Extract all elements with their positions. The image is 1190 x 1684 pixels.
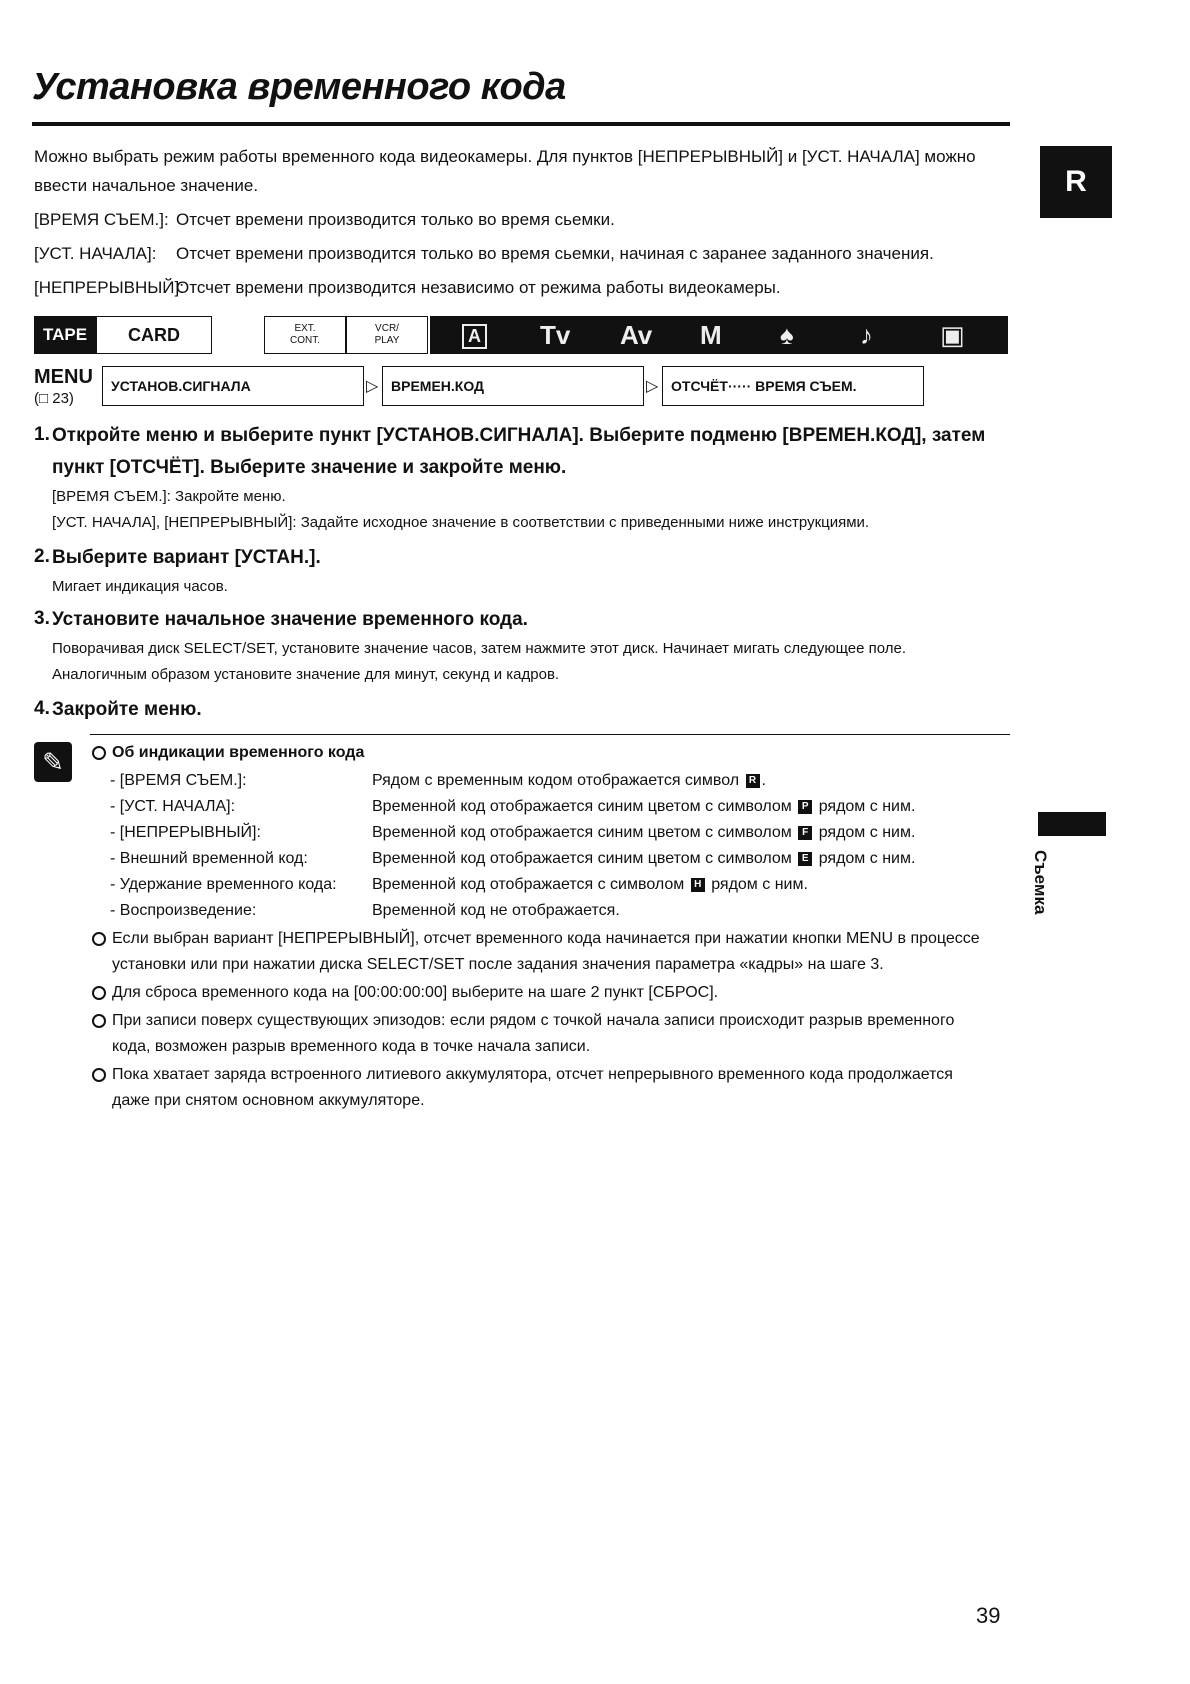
path-arrow-icon: ▷ [646,378,659,395]
step-subtext: [ВРЕМЯ СЪЕМ.]: Закройте меню. [52,488,286,505]
pencil-note-icon: ✎ [34,742,72,782]
notes-heading-text: Об индикации временного кода [112,744,365,761]
step-text: Выберите вариант [УСТАН.]. [52,547,321,568]
note-value-tail: рядом с ним. [818,850,916,867]
note-value [372,798,915,816]
page-title: Установка временного кода [32,66,566,108]
step-text: Откройте меню и выберите пункт [УСТАНОВ.СИГНАЛА]. Выберите подменю [ВРЕМЕН.КОД], затем [52,425,986,446]
note-value [372,824,915,842]
menu-path-item: ОТСЧЁТ····· ВРЕМЯ СЪЕМ. [662,366,924,406]
note-value [372,772,766,790]
note-key: - Удержание временного кода: [110,876,337,893]
step-number: 3. [34,608,50,629]
menu-path-item: УСТАНОВ.СИГНАЛА [102,366,364,406]
mode-scene-icon: ▣ [940,320,965,350]
mode-vcr-line1: VCR/ [375,323,399,334]
intro-text: Можно выбрать режим работы временного кода видеокамеры. Для пунктов [НЕПРЕРЫВНЫЙ] и [УСТ. НАЧАЛА] можно ввести начальное значение. [34,147,976,195]
mode-tv: Tv [540,320,571,350]
note-value-text: Временной код отображается синим цветом с символом [372,798,792,815]
timecode-f-icon: F [798,826,812,840]
note-bullet [92,930,980,948]
timecode-r-icon: R [746,774,760,788]
note-key: - [НЕПРЕРЫВНЫЙ]: [110,824,261,841]
note-bullet [92,1066,953,1084]
note-value: Временной код не отображается. [372,902,620,919]
section-tab: R [1040,146,1112,218]
def-row [34,244,994,268]
note-value-tail: рядом с ним. [818,798,916,815]
note-key: - Внешний временной код: [110,850,308,867]
note-value-text: Временной код отображается с символом [372,876,685,893]
note-bullet-text: Для сброса временного кода на [00:00:00:00] выберите на шаге 2 пункт [СБРОС]. [112,984,719,1001]
step-subtext: Поворачивая диск SELECT/SET, установите значение часов, затем нажмите этот диск. Начинает мигать следующее поле. [52,640,907,657]
menu-label: MENU [34,366,93,388]
note-value-tail: рядом с ним. [818,824,916,841]
step-number: 1. [34,424,50,445]
mode-m: M [700,320,722,350]
mode-spotlight-icon: ♠ [780,320,794,350]
step-text: пункт [ОТСЧЁТ]. Выберите значение и закройте меню. [52,457,567,478]
side-section-label: Съемка [1031,850,1050,915]
note-bullet-cont: даже при снятом основном аккумуляторе. [112,1092,425,1109]
mode-vcr-play [346,316,428,354]
def-row [34,210,994,234]
menu-page-ref: (□ 23) [34,390,74,407]
timecode-p-icon: P [798,800,812,814]
step-number: 4. [34,698,50,719]
timecode-h-icon: H [691,878,705,892]
def-key: [ВРЕМЯ СЪЕМ.]: [34,210,169,229]
step-number: 2. [34,546,50,567]
def-value: Отсчет времени производится независимо от режима работы видеокамеры. [176,278,781,297]
bullet-circle-icon [92,1068,106,1082]
bullet-circle-icon [92,1014,106,1028]
step-text: Закройте меню. [52,699,202,720]
note-bullet-cont: кода, возможен разрыв временного кода в точке начала записи. [112,1038,591,1055]
note-bullet-cont: установки или при нажатии диска SELECT/SET после задания значения параметра «кадры» на шаге 3. [112,956,884,973]
note-value [372,850,915,868]
note-value-tail: . [761,772,766,789]
path-arrow-icon: ▷ [366,378,379,395]
mode-ext-line2: CONT. [290,335,320,346]
notes-rule [90,734,1010,735]
def-value: Отсчет времени производится только во время сьемки. [176,210,615,229]
bullet-circle-icon [92,746,106,760]
step-subtext: [УСТ. НАЧАЛА], [НЕПРЕРЫВНЫЙ]: Задайте исходное значение в соответствии с приведенными ниже инструкциями. [52,514,870,531]
notes-heading [92,744,364,762]
mode-auto: A [462,324,487,349]
step-text: Установите начальное значение временного кода. [52,609,528,630]
note-bullet [92,984,718,1002]
note-value [372,876,808,894]
mode-card: CARD [96,316,212,354]
mode-av: Av [620,320,653,350]
note-bullet-text: Пока хватает заряда встроенного литиевого аккумулятора, отсчет непрерывного временного кода продолжается [112,1066,953,1083]
def-key: [НЕПРЕРЫВНЫЙ]: [34,278,184,297]
step-subtext: Мигает индикация часов. [52,578,228,595]
def-key: [УСТ. НАЧАЛА]: [34,244,157,263]
mode-bar [34,316,1008,354]
note-value-text: Рядом с временным кодом отображается символ [372,772,740,789]
bullet-circle-icon [92,932,106,946]
note-value-text: Временной код отображается синим цветом с символом [372,850,792,867]
note-value-tail: рядом с ним. [711,876,808,893]
mode-night-icon: ♪ [860,320,873,350]
mode-dial-strip [430,316,1008,354]
note-value-text: Временной код отображается синим цветом с символом [372,824,792,841]
note-key: - [ВРЕМЯ СЪЕМ.]: [110,772,247,789]
def-value: Отсчет времени производится только во время сьемки, начиная с заранее заданного значения. [176,244,934,263]
note-bullet-text: При записи поверх существующих эпизодов: если рядом с точкой начала записи происходит разрыв временного [112,1012,955,1029]
def-row [34,278,994,302]
note-key: - [УСТ. НАЧАЛА]: [110,798,236,815]
note-key: - Воспроизведение: [110,902,257,919]
mode-vcr-line2: PLAY [374,335,400,346]
timecode-e-icon: E [798,852,812,866]
bullet-circle-icon [92,986,106,1000]
note-bullet [92,1012,954,1030]
side-section-bar [1038,812,1106,836]
mode-ext-cont [264,316,346,354]
mode-tape: TAPE [34,316,96,354]
note-bullet-text: Если выбран вариант [НЕПРЕРЫВНЫЙ], отсчет временного кода начинается при нажатии кнопки MENU в процессе [112,930,980,947]
mode-ext-line1: EXT. [294,323,316,334]
title-rule [32,122,1010,126]
page-number: 39 [976,1603,1001,1628]
step-subtext: Аналогичным образом установите значение для минут, секунд и кадров. [52,666,560,683]
menu-path-item: ВРЕМЕН.КОД [382,366,644,406]
